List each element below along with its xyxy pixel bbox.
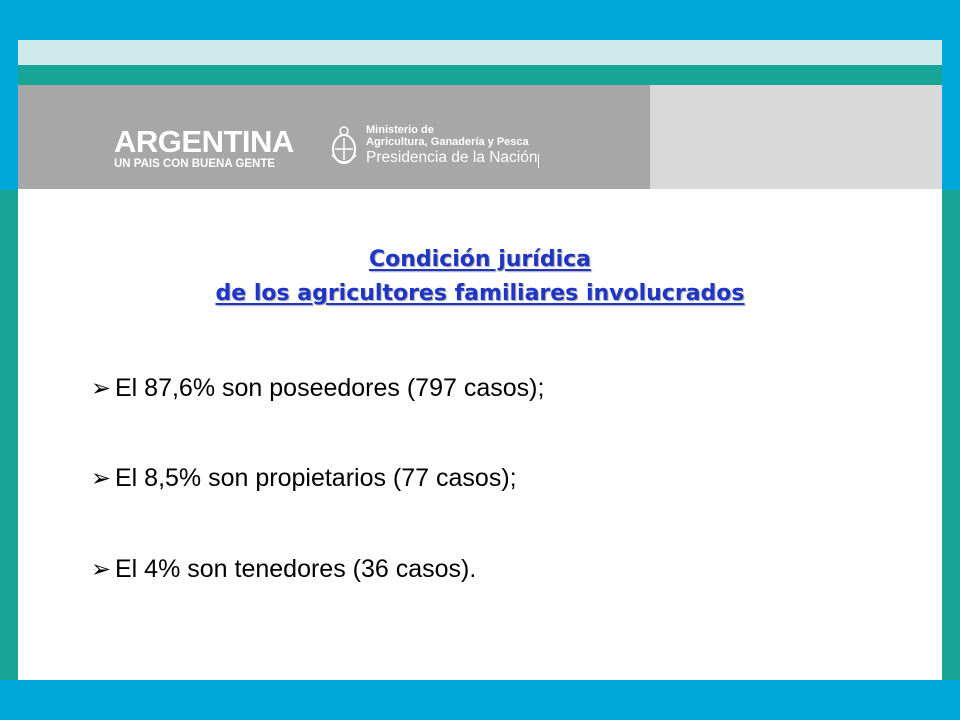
- slide-title: [18, 243, 942, 311]
- arrow-bullet-icon: ➢: [91, 555, 112, 583]
- ministry-divider: [538, 154, 539, 168]
- logo-tagline: UN PAIS CON BUENA GENTE: [114, 158, 276, 170]
- bullet-text: El 8,5% son propietarios (77 casos);: [115, 463, 517, 492]
- arrow-bullet-icon: ➢: [91, 464, 112, 492]
- ministry-line-2: Agricultura, Ganadería y Pesca: [366, 136, 529, 148]
- bullet-text: El 87,6% son poseedores (797 casos);: [115, 373, 545, 402]
- argentina-logo: [114, 126, 294, 171]
- arrow-bullet-icon: ➢: [91, 374, 112, 402]
- ministry-line-3: Presidencia de la Nación: [366, 149, 538, 166]
- bullet-item: [91, 549, 476, 589]
- bullet-text: El 4% son tenedores (36 casos).: [115, 554, 477, 583]
- header-right-panel: [650, 85, 942, 189]
- national-seal-icon: [329, 125, 359, 174]
- bullet-item: [91, 458, 517, 498]
- ministry-line-1: Ministerio de: [366, 124, 434, 136]
- top-strip-teal: [18, 65, 942, 85]
- slide: [18, 40, 942, 680]
- bottom-band: [0, 680, 960, 720]
- title-line-2: de los agricultores familiares involucrados: [215, 281, 745, 306]
- top-strip-light: [18, 40, 942, 65]
- ministry-block: [366, 124, 537, 167]
- logo-main-text: ARGENTINA: [114, 124, 294, 159]
- title-line-1: Condición jurídica: [369, 247, 591, 272]
- bullet-item: [91, 368, 544, 408]
